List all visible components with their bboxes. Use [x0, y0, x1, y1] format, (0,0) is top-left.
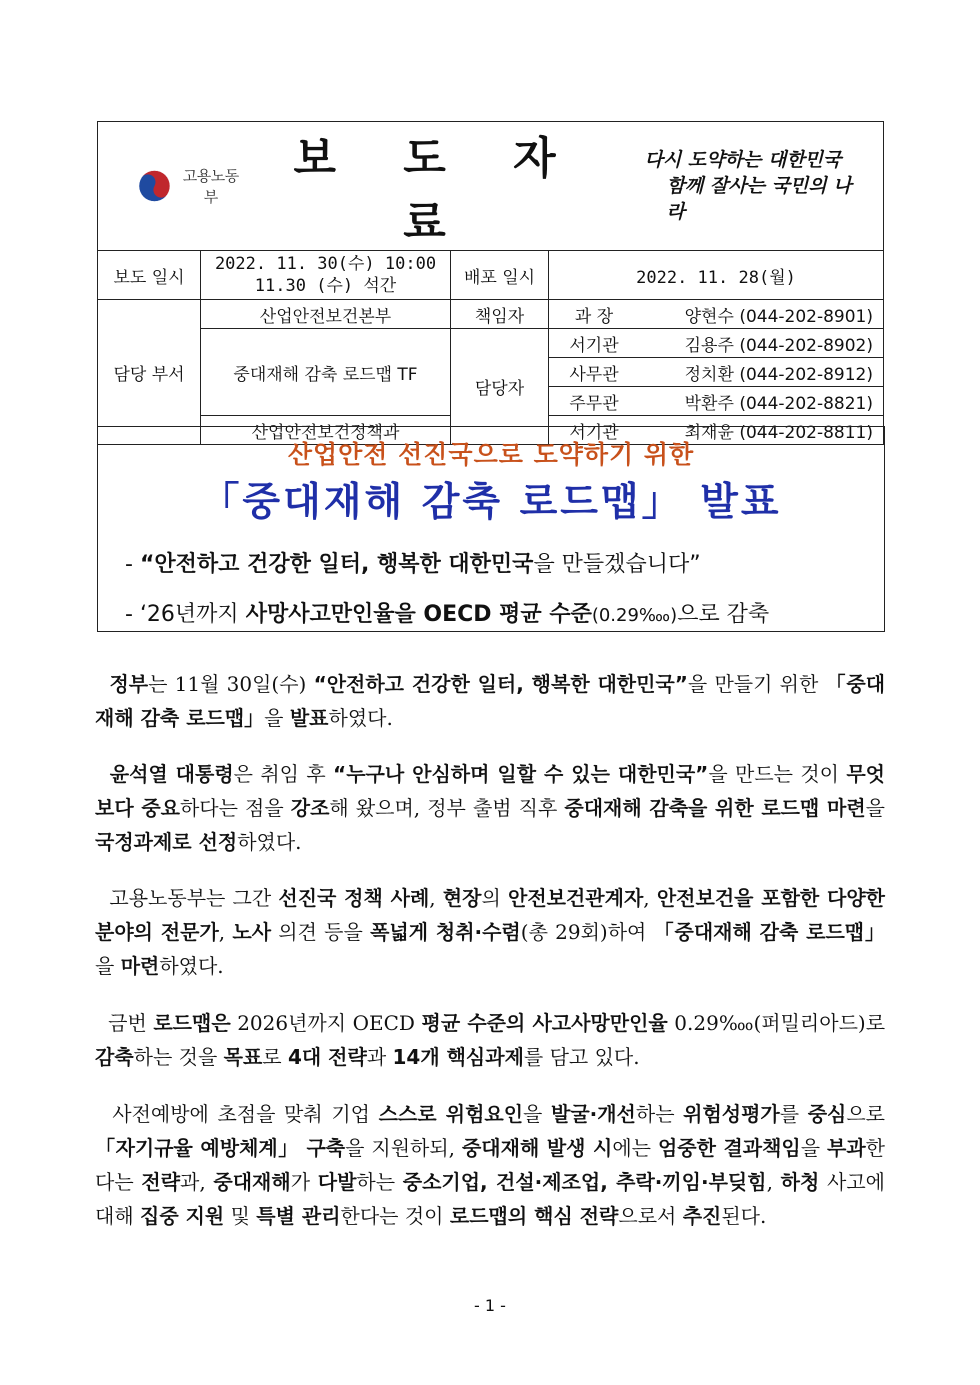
text-bold: 정부	[109, 672, 149, 696]
text-bold: 4대 전략	[287, 1045, 367, 1069]
headline-bullet-2	[125, 597, 769, 628]
text-bold: 폭넓게 청취·수렴	[370, 920, 521, 944]
contact-name: 박환주	[684, 393, 734, 414]
text-bold: 무엇보다 중요	[95, 762, 885, 820]
text: 2026년까지 OECD	[230, 1011, 422, 1035]
dist-date-label: 배포 일시	[451, 251, 549, 300]
text: 을	[865, 796, 885, 820]
bullet-text: 으로 감축	[677, 602, 770, 627]
text-bold: 안전보건관계자	[508, 886, 644, 910]
contact-phone: (044-202-8821)	[739, 393, 874, 414]
ministry-name: 고용노동부	[182, 167, 239, 206]
text: 0.29‱(퍼밀리아드)로	[667, 1011, 886, 1035]
bullet-dash: -	[125, 552, 140, 577]
text-bold: 목표	[223, 1045, 263, 1069]
text: 을	[800, 1136, 828, 1160]
text-bold: 집중 지원	[140, 1204, 225, 1228]
text: 을	[264, 706, 290, 730]
text: 고용노동부는 그간	[109, 886, 279, 910]
contact-label: 담당자	[451, 329, 549, 445]
paragraph-4	[95, 1006, 885, 1074]
headline-box	[97, 426, 885, 632]
text-bold: 중심	[807, 1102, 847, 1126]
contact-name: 김용주	[684, 335, 734, 356]
text-bold: 선진국 정책 사례	[278, 886, 430, 910]
text: 하였다.	[328, 706, 393, 730]
dist-date: 2022. 11. 28(월)	[549, 251, 884, 300]
text-bold: 하청	[780, 1170, 820, 1194]
dept-label: 담당 부서	[98, 300, 201, 445]
text: 을 만들기 위한	[687, 672, 826, 696]
text-bold: 노사	[232, 920, 272, 944]
text-bold: 특별 관리	[256, 1204, 341, 1228]
text: 하는 것을	[133, 1045, 224, 1069]
contact-phone: (044-202-8902)	[739, 335, 874, 356]
text: ,	[766, 1170, 781, 1194]
contact-phone: (044-202-8811)	[739, 422, 874, 443]
contact-row-2	[549, 329, 884, 358]
text: 하였다.	[237, 830, 302, 854]
text: 을 지원하되,	[345, 1136, 462, 1160]
text-bold: 평균 수준의 사고사망만인율	[421, 1011, 668, 1035]
department-2: 중대재해 감축 로드맵 TF	[201, 329, 451, 416]
press-release-header	[97, 121, 884, 445]
slogan	[630, 147, 863, 225]
text: 및	[224, 1204, 257, 1228]
contact-phone: (044-202-8901)	[739, 306, 874, 327]
text-bold: 스스로 위험요인	[378, 1102, 524, 1126]
contact-phone: (044-202-8912)	[739, 364, 874, 385]
masthead	[98, 122, 884, 251]
text-bold: 로드맵은	[153, 1011, 231, 1035]
text: ,	[218, 920, 233, 944]
text-bold: 전략	[141, 1170, 181, 1194]
report-date-label: 보도 일시	[98, 251, 201, 300]
text-bold: 강조	[290, 796, 330, 820]
ministry-logo	[138, 165, 245, 207]
bullet-dash: -	[125, 602, 140, 627]
text-bold: 국정과제로 선정	[95, 830, 238, 854]
text: 의견 등을	[271, 920, 371, 944]
bullet-text: (0.29‱)	[591, 605, 678, 626]
text: 로	[262, 1045, 288, 1069]
text-bold: 안전보건을 포함한 다양한 분야의 전문가	[95, 886, 886, 944]
text: 을	[95, 954, 121, 978]
text: 를	[779, 1102, 808, 1126]
text: 과,	[180, 1170, 214, 1194]
text: 을 만드는 것이	[708, 762, 847, 786]
headline-bullet-1	[125, 547, 701, 578]
contact-role: 사무관	[569, 364, 619, 385]
text: 한다는 것이	[340, 1204, 450, 1228]
headline-title: 「중대재해 감축 로드맵」 발표	[200, 480, 782, 525]
contact-name: 정치환	[684, 364, 734, 385]
text-bold: 중대재해	[213, 1170, 291, 1194]
report-date-line-1: 2022. 11. 30(수) 10:00	[214, 254, 437, 274]
text: 를 담고 있다.	[523, 1045, 640, 1069]
headline-subtitle: 산업안전 선진국으로 도약하기 위한	[287, 440, 695, 469]
paragraph-2	[95, 757, 885, 859]
text-bold: 발굴·개선	[551, 1102, 636, 1126]
text-bold: 중대재해 감축을 위한 로드맵 마련	[564, 796, 866, 820]
text-bold: 마련	[120, 954, 160, 978]
responsible-label: 책임자	[451, 300, 549, 329]
text: 과	[366, 1045, 393, 1069]
text: 한다는	[95, 1136, 885, 1194]
text: ,	[429, 886, 443, 910]
text: 은 취임 후	[233, 762, 334, 786]
text: 의	[481, 886, 509, 910]
text: 으로	[846, 1102, 885, 1126]
text: 하는	[356, 1170, 403, 1194]
text-bold: 로드맵의 핵심 전략	[449, 1204, 619, 1228]
text-bold: 14개 핵심과제	[392, 1045, 524, 1069]
bullet-text: 을 만들겠습니다”	[533, 552, 701, 577]
paragraph-5	[95, 1097, 885, 1233]
department-3: 산업안전보건정책과	[201, 416, 451, 445]
text-bold: 현장	[442, 886, 482, 910]
bullet-text: ‘26년까지	[139, 602, 246, 627]
text: 가	[290, 1170, 318, 1194]
text: ,	[643, 886, 657, 910]
text: 사고에 대해	[95, 1170, 885, 1228]
bullet-bold: “안전하고 건강한 일터, 행복한 대한민국	[139, 552, 534, 577]
text: 을	[523, 1102, 551, 1126]
text-bold: 「자기규율 예방체계」 구축	[95, 1136, 346, 1160]
report-date-line-2: 11.30 (수) 석간	[254, 276, 397, 296]
slogan-line-1: 다시 도약하는 대한민국	[644, 149, 842, 171]
contact-row-4	[549, 387, 884, 416]
text-bold: 엄중한 결과책임	[657, 1136, 801, 1160]
bullet-bold: 사망사고만인율을 OECD 평균 수준	[245, 602, 592, 627]
report-date	[201, 251, 451, 300]
text: 된다.	[721, 1204, 767, 1228]
text-bold: 부과	[827, 1136, 866, 1160]
paragraph-3	[95, 881, 885, 983]
text-bold: 중소기업, 건설·제조업, 추락·끼임·부딪힘	[402, 1170, 767, 1194]
text-bold: 윤석열 대통령	[109, 762, 234, 786]
text-bold: “누구나 안심하며 일할 수 있는 대한민국”	[333, 762, 709, 786]
slogan-line-2: 함께 잘사는 국민의 나라	[666, 175, 852, 223]
text: 는 11월 30일(수)	[148, 672, 314, 696]
text-bold: “안전하고 건강한 일터, 행복한 대한민국”	[313, 672, 688, 696]
text: 하는	[635, 1102, 684, 1126]
contact-row-3	[549, 358, 884, 387]
text-bold: 중대재해 발생 시	[461, 1136, 613, 1160]
contact-role: 과 장	[574, 306, 614, 327]
text-bold: 「중대재해 감축 로드맵」	[653, 920, 885, 944]
text-bold: 감축	[95, 1045, 134, 1069]
contact-role: 주무관	[569, 393, 619, 414]
text: 으로서	[618, 1204, 683, 1228]
text-bold: 위험성평가	[683, 1102, 780, 1126]
page-number: - 1 -	[474, 1296, 506, 1315]
document-title: 보 도 자 료	[293, 133, 582, 248]
text: 해 왔으며, 정부 출범 직후	[329, 796, 565, 820]
text: 하다는 점을	[179, 796, 291, 820]
text-bold: 다발	[317, 1170, 357, 1194]
contact-name: 최재윤	[684, 422, 734, 443]
taegeuk-icon	[138, 169, 171, 203]
text-bold: 「중대재해 감축 로드맵」	[95, 672, 886, 730]
paragraph-1	[95, 667, 885, 735]
department-1: 산업안전보건본부	[201, 300, 451, 329]
text-bold: 발표	[289, 706, 329, 730]
text-bold: 추진	[682, 1204, 722, 1228]
contact-name: 양현수	[684, 306, 734, 327]
text: 사전예방에 초점을 맞춰 기업	[112, 1102, 379, 1126]
text: 하였다.	[159, 954, 224, 978]
contact-role: 서기관	[569, 335, 619, 356]
text: 에는	[612, 1136, 658, 1160]
contact-role: 서기관	[569, 422, 619, 443]
contact-row-1	[549, 300, 884, 329]
text: (총 29회)하여	[520, 920, 654, 944]
text: 금번	[108, 1011, 154, 1035]
